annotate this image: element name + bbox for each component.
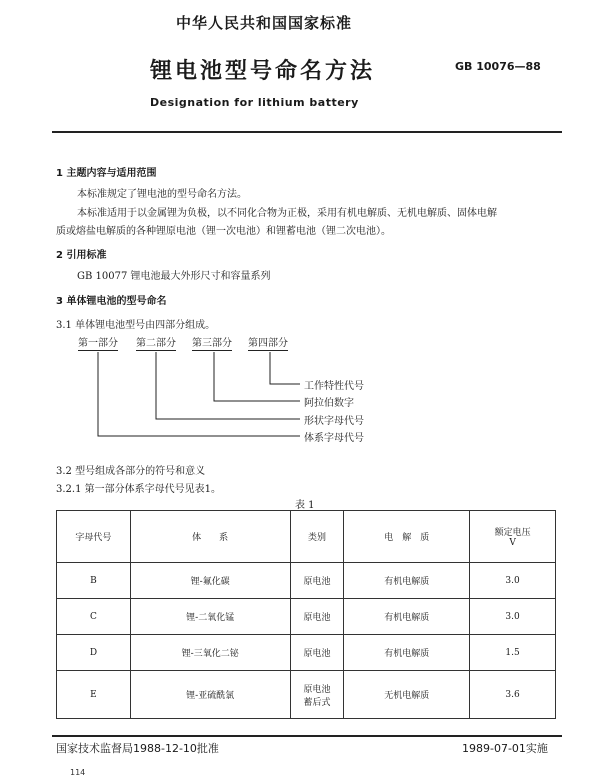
row-code: B: [57, 563, 131, 599]
row-electrolyte: 有机电解质: [344, 563, 470, 599]
rated-voltage-unit: V: [509, 538, 516, 548]
row-category: 原电池: [290, 563, 344, 599]
connector-part-2: [156, 352, 300, 419]
approval-date: 国家技术监督局1988-12-10批准: [56, 742, 219, 755]
implementation-date: 1989-07-01实施: [462, 742, 548, 755]
part-4-label: 第四部分: [248, 334, 288, 351]
table-row: [57, 563, 556, 599]
row-system: 锂-三氧化二铋: [130, 635, 290, 671]
col-category: 类别: [290, 511, 344, 563]
part-3-label: 第三部分: [192, 334, 232, 351]
footer-rule: [52, 735, 562, 737]
row-electrolyte: 有机电解质: [344, 599, 470, 635]
designation-table: [56, 510, 556, 719]
col-letter-code: 字母代号: [57, 511, 131, 563]
row-voltage: 1.5: [470, 635, 556, 671]
row-category: 原电池: [290, 635, 344, 671]
part-2-label: 第二部分: [136, 334, 176, 351]
reference-standard: GB 10077 锂电池最大外形尺寸和容量系列: [77, 271, 271, 282]
standard-number: GB 10076—88: [455, 60, 541, 73]
col-electrolyte: 电 解 质: [344, 511, 470, 563]
section-3-heading: 3 单体锂电池的型号命名: [56, 296, 167, 307]
row-voltage: 3.6: [470, 671, 556, 719]
row-category: 原电池: [290, 599, 344, 635]
english-title: Designation for lithium battery: [150, 96, 359, 109]
row-system: 锂-氟化碳: [130, 563, 290, 599]
page-number: 114: [70, 768, 86, 777]
section-1-para-1: 本标准规定了锂电池的型号命名方法。: [77, 189, 247, 200]
row-code: C: [57, 599, 131, 635]
row-code: E: [57, 671, 131, 719]
row-voltage: 3.0: [470, 599, 556, 635]
section-1-heading: 1 主题内容与适用范围: [56, 168, 157, 179]
row-electrolyte: 无机电解质: [344, 671, 470, 719]
document-title: 锂电池型号命名方法: [150, 59, 376, 84]
row-voltage: 3.0: [470, 563, 556, 599]
table-row: [57, 671, 556, 719]
label-arabic-number: 阿拉伯数字: [304, 398, 354, 409]
row-electrolyte: 有机电解质: [344, 635, 470, 671]
section-3-2-1: 3.2.1 第一部分体系字母代号见表1。: [56, 484, 221, 495]
row-category-line-1: 原电池: [303, 684, 331, 695]
col-system: 体 系: [130, 511, 290, 563]
section-3-2: 3.2 型号组成各部分的符号和意义: [56, 466, 206, 477]
row-system: 锂-二氧化锰: [130, 599, 290, 635]
table-header-row: [57, 511, 556, 563]
issuing-org: 中华人民共和国国家标准: [176, 14, 353, 32]
connector-part-3: [214, 352, 300, 401]
row-code: D: [57, 635, 131, 671]
rated-voltage-label: 额定电压: [494, 528, 531, 538]
label-shape-code: 形状字母代号: [304, 416, 364, 427]
section-1-para-2b: 质或熔盐电解质的各种锂原电池（锂一次电池）和锂蓄电池（锂二次电池）。: [56, 226, 391, 237]
section-1-para-2a: 本标准适用于以金属锂为负极，以不同化合物为正极，采用有机电解质、无机电解质、固体电解: [77, 208, 497, 219]
connector-part-4: [270, 352, 300, 384]
row-category-line-2: 蓄后式: [303, 697, 331, 708]
row-system: 锂-亚硫酰氯: [130, 671, 290, 719]
label-work-characteristic: 工作特性代号: [304, 381, 364, 392]
table-caption: 表 1: [295, 500, 315, 511]
row-category: [290, 671, 344, 719]
table-row: [57, 599, 556, 635]
col-rated-voltage: [470, 511, 556, 563]
table-row: [57, 635, 556, 671]
label-system-code: 体系字母代号: [304, 433, 364, 444]
section-2-heading: 2 引用标准: [56, 250, 107, 261]
part-1-label: 第一部分: [78, 334, 118, 351]
section-3-1: 3.1 单体锂电池型号由四部分组成。: [56, 320, 216, 331]
